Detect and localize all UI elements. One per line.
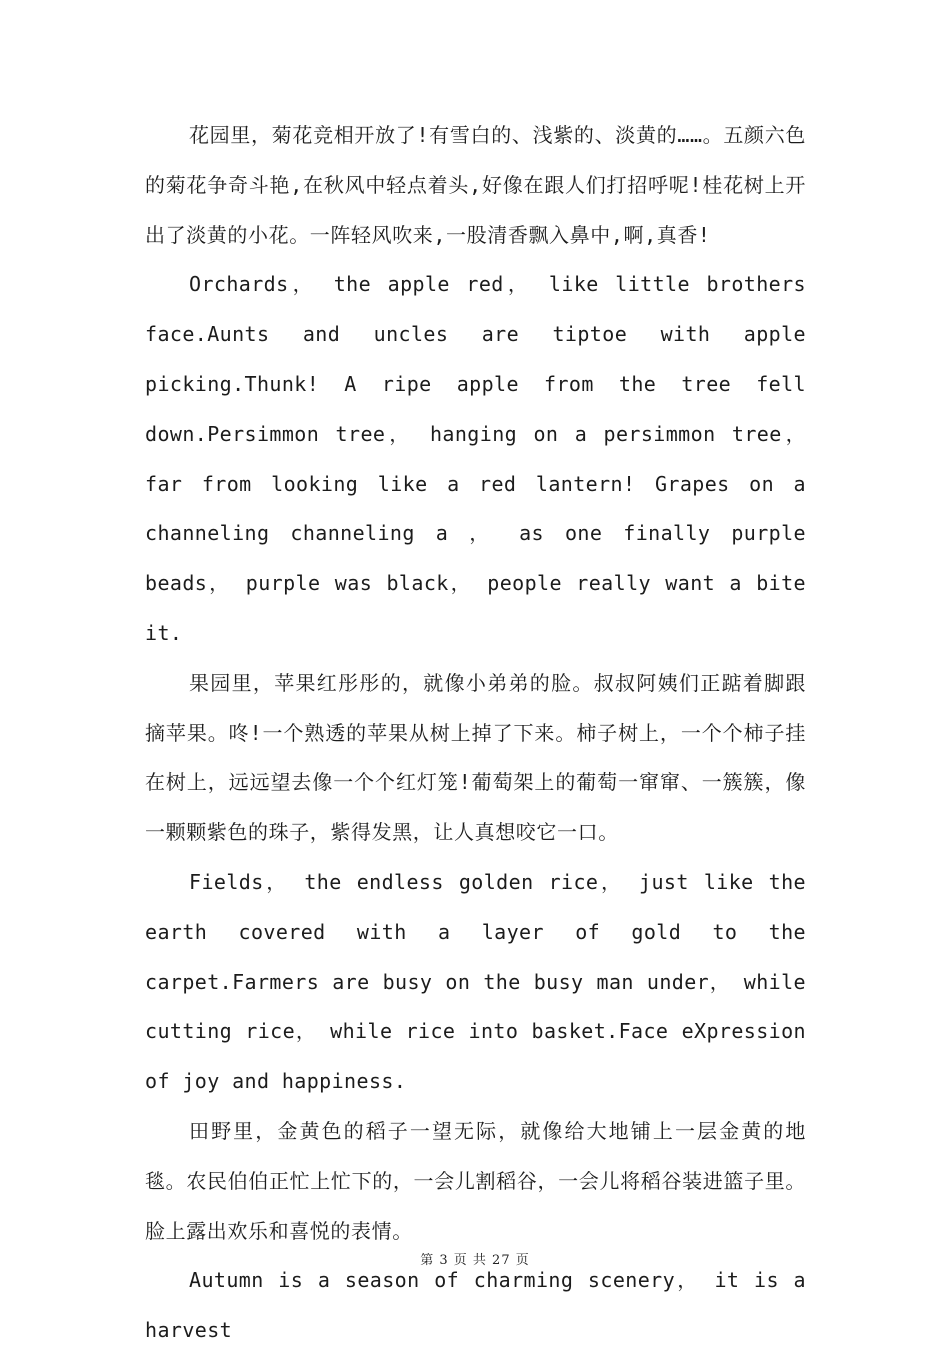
- paragraph-fields: Fields， the endless golden rice， just like the earth covered with a layer of gold to the carpet.Farmers are busy on the busy man under， while cutting rice， while rice into basket.Face eXpression of joy and happiness.: [145, 869, 806, 1094]
- paragraph-orchard-zh: 果园里，苹果红彤彤的，就像小弟弟的脸。叔叔阿姨们正踮着脚跟摘苹果。咚!一个熟透的苹果从树上掉了下来。柿子树上，一个个柿子挂在树上，远远望去像一个个红灯笼!葡萄架上的葡萄一窜窜、一簇簇，像一颗颗紫色的珠子，紫得发黑，让人真想咬它一口。: [145, 670, 806, 845]
- paragraph-autumn: Autumn is a season of charming scenery， it is a harvest: [145, 1268, 806, 1343]
- paragraph-garden: 花园里，菊花竞相开放了!有雪白的、浅紫的、淡黄的……。五颜六色的菊花争奇斗艳,在秋风中轻点着头,好像在跟人们打招呼呢!桂花树上开出了淡黄的小花。一阵轻风吹来,一股清香飘入鼻中,啊,真香!: [145, 123, 806, 247]
- paragraph-orchards: Orchards， the apple red， like little brothers face.Aunts and uncles are tiptoe with apple picking.Thunk! A ripe apple from the tree fell down.Persimmon tree， hanging on a persimmon tree， far from looking like a red lantern! Grapes on a channeling channeling a ， as one finally purple beads， purple was black， people really want a bite it.: [145, 272, 806, 645]
- paragraph-fields-zh: 田野里，金黄色的稻子一望无际，就像给大地铺上一层金黄的地毯。农民伯伯正忙上忙下的，一会儿割稻谷，一会儿将稻谷装进篮子里。脸上露出欢乐和喜悦的表情。: [145, 1118, 806, 1243]
- body-text: [145, 111, 806, 1356]
- page-number-footer: 第 3 页 共 27 页: [420, 1253, 530, 1268]
